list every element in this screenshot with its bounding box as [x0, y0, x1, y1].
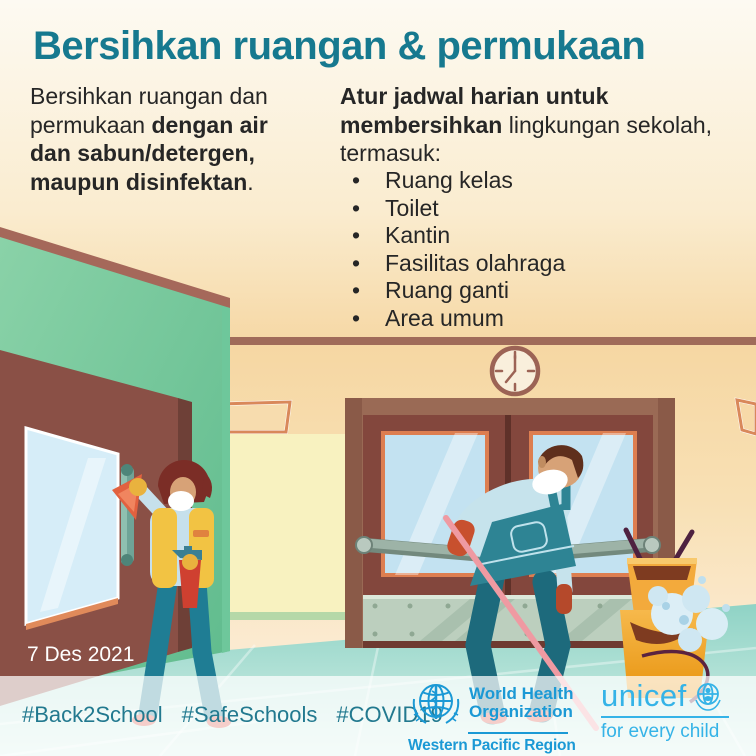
intro-regular: Bersihkan ruangan dan permukaan: [30, 83, 268, 138]
hashtag-back2school: #Back2School: [22, 702, 163, 727]
unicef-logo: [601, 680, 736, 743]
kick-plate: [363, 595, 658, 641]
list-item: [340, 305, 750, 333]
poster-title: Bersihkan ruangan & permukaan: [33, 24, 646, 68]
bullet-icon: •: [352, 167, 361, 193]
date-label: 7 Des 2021: [27, 643, 135, 666]
bullet-icon: •: [352, 277, 361, 303]
hashtags: [22, 702, 462, 728]
unicef-tagline: for every child: [601, 721, 720, 742]
list-item-label: Ruang kelas: [385, 167, 513, 193]
wall-clock-icon: [492, 348, 538, 394]
schedule-lead: [340, 82, 748, 168]
list-item-label: Toilet: [385, 194, 439, 221]
hashtag-covid19: #COVID19: [336, 702, 443, 727]
who-emblem-icon: [408, 679, 464, 731]
bullet-icon: •: [352, 304, 361, 331]
list-item: [340, 222, 750, 250]
who-region: Western Pacific Region: [408, 737, 576, 754]
who-name: [469, 679, 574, 720]
side-wall-yellow: [228, 434, 354, 620]
bullet-icon: •: [352, 249, 361, 276]
bullet-icon: •: [352, 194, 361, 221]
list-item-label: Kantin: [385, 222, 451, 248]
intro-bold: dengan air dan sabun/detergen, maupun disinfektan: [30, 111, 268, 195]
who-name-line2: Organization: [469, 701, 573, 721]
schedule-lead-bold: Atur jadwal harian untuk membersihkan: [340, 83, 609, 138]
schedule-list: [340, 167, 750, 332]
unicef-emblem-icon: [692, 680, 724, 712]
list-item-label: Fasilitas olahraga: [385, 249, 566, 276]
intro-paragraph: [30, 82, 302, 196]
list-item: [340, 277, 750, 305]
hashtag-safeschools: #SafeSchools: [181, 702, 318, 727]
list-item: [340, 167, 750, 195]
unicef-wordmark: unicef: [601, 678, 687, 713]
schedule-lead-regular: lingkungan sekolah, termasuk:: [340, 111, 713, 166]
who-name-line1: World Health: [469, 684, 574, 703]
right-wall-sign: [737, 400, 756, 434]
who-divider: [468, 732, 568, 734]
list-item: [340, 195, 750, 223]
list-item-label: Ruang ganti: [385, 277, 510, 303]
list-item-label: Area umum: [385, 304, 504, 331]
unicef-divider: [601, 716, 729, 718]
bullet-icon: •: [352, 222, 361, 248]
who-logo: [408, 679, 578, 755]
footer-band: [0, 676, 756, 756]
list-item: [340, 250, 750, 278]
intro-period: .: [247, 168, 254, 195]
